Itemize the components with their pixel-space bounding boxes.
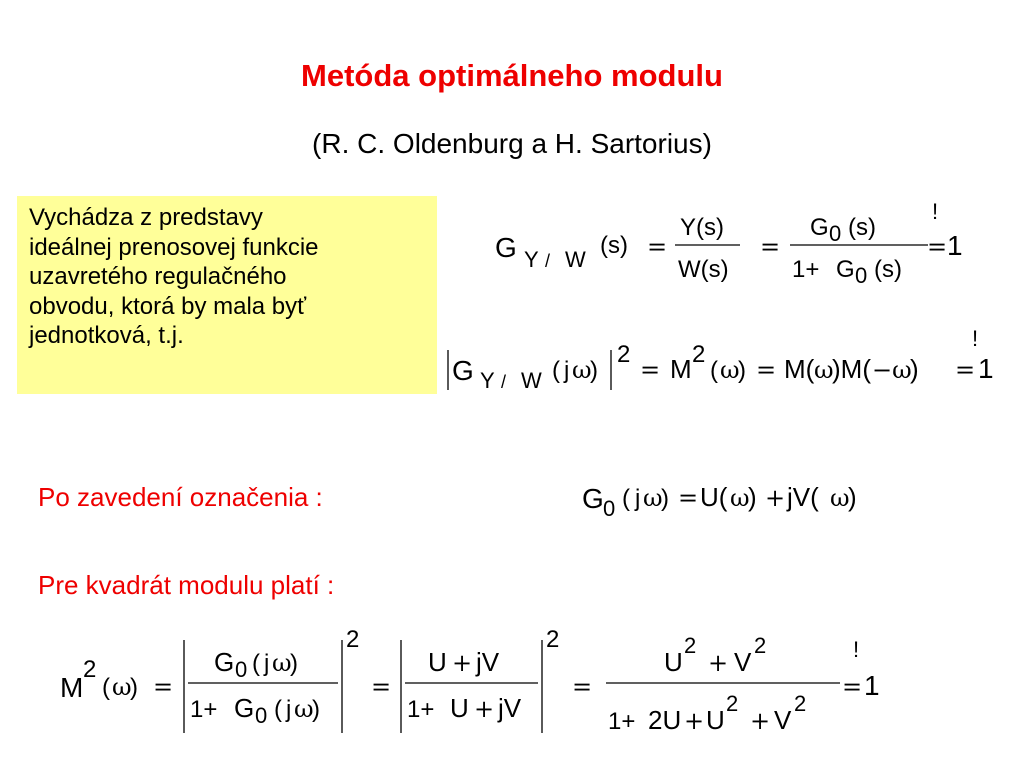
svg-text:+: +: [452, 649, 473, 677]
svg-text:2: 2: [83, 656, 97, 683]
svg-text:): ): [130, 674, 138, 701]
svg-text:): ): [910, 354, 919, 384]
svg-text:+: +: [684, 707, 705, 735]
formula-modulus-expansion: [58, 625, 918, 760]
svg-text:=: =: [756, 356, 777, 384]
svg-text:ω: ω: [830, 484, 850, 512]
svg-text:): ): [590, 357, 598, 384]
svg-text:2: 2: [546, 626, 560, 653]
svg-text:=: =: [572, 673, 593, 701]
svg-text:G: G: [214, 647, 235, 677]
svg-text:2: 2: [726, 691, 739, 716]
svg-text:G: G: [495, 232, 517, 263]
svg-text:(: (: [552, 357, 560, 384]
svg-text:Y: Y: [524, 247, 539, 272]
note-line: uzavretého regulačného: [29, 263, 287, 290]
svg-text:)M(: )M(: [832, 354, 871, 384]
note-line: ideálnej prenosovej funkcie: [29, 233, 319, 261]
svg-text:G: G: [234, 693, 255, 723]
svg-text:!: !: [932, 199, 939, 224]
svg-text:W(s): W(s): [678, 256, 729, 283]
svg-text:M(: M(: [784, 354, 815, 384]
svg-text:j: j: [635, 485, 641, 512]
svg-text:1+: 1+: [792, 256, 820, 283]
svg-text:1+: 1+: [190, 696, 218, 723]
svg-text:M: M: [60, 672, 84, 703]
svg-text:ω: ω: [720, 356, 740, 384]
svg-text:(s): (s): [600, 232, 628, 259]
svg-text:(: (: [102, 674, 110, 701]
svg-text:2: 2: [684, 633, 697, 658]
svg-text:V: V: [734, 647, 752, 677]
svg-text:=: =: [955, 356, 976, 384]
formula-transfer-function: [490, 195, 980, 310]
formula-squared-modulus: [440, 318, 1010, 403]
svg-text:ω: ω: [730, 484, 750, 512]
note-line: Vychádza z predstavy: [29, 204, 263, 231]
svg-text:): ): [738, 357, 746, 384]
svg-text:(: (: [622, 485, 630, 512]
svg-text:(s): (s): [848, 214, 876, 241]
note-line: jednotková, t.j.: [29, 322, 184, 349]
svg-text:): ): [661, 485, 669, 512]
svg-text:): ): [848, 482, 857, 512]
svg-text:0: 0: [855, 263, 868, 288]
svg-text:=: =: [647, 233, 668, 261]
label-introduction: Po zavedení označenia :: [38, 482, 323, 512]
note-box: [17, 196, 437, 394]
svg-text:ω: ω: [294, 695, 314, 723]
svg-text:G: G: [582, 483, 604, 514]
svg-text:jV: jV: [498, 693, 522, 723]
svg-text:Y: Y: [480, 368, 495, 393]
svg-text:1: 1: [978, 353, 994, 384]
svg-text:=: =: [842, 673, 863, 701]
svg-text:W: W: [521, 368, 542, 393]
svg-text:V: V: [774, 705, 792, 735]
svg-text:jV(: jV(: [787, 482, 819, 512]
svg-text:2: 2: [617, 341, 631, 368]
svg-text:!: !: [972, 326, 979, 351]
svg-text:+: +: [474, 695, 495, 723]
svg-text:U: U: [450, 693, 469, 723]
svg-text:1: 1: [864, 670, 880, 701]
svg-text:1: 1: [947, 230, 963, 261]
svg-text:=: =: [153, 673, 174, 701]
svg-text:−ω: −ω: [872, 356, 912, 384]
svg-text:Y(s): Y(s): [680, 214, 724, 241]
svg-text:=: =: [760, 233, 781, 261]
svg-text:ω: ω: [814, 356, 834, 384]
svg-text:/: /: [501, 372, 507, 392]
svg-text:ω: ω: [643, 484, 663, 512]
svg-text:1+: 1+: [407, 696, 435, 723]
svg-text:(: (: [274, 696, 282, 723]
svg-text:0: 0: [255, 703, 268, 728]
svg-text:=: =: [678, 484, 699, 512]
svg-text:j: j: [564, 357, 570, 384]
svg-text:(s): (s): [874, 256, 902, 283]
svg-text:U(: U(: [700, 482, 728, 512]
page-subtitle: (R. C. Oldenburg a H. Sartorius): [312, 128, 712, 159]
page-title: Metóda optimálneho modulu: [301, 58, 723, 93]
svg-text:2: 2: [692, 341, 706, 368]
svg-text:+: +: [765, 484, 786, 512]
svg-text:2: 2: [754, 633, 767, 658]
svg-text:jV: jV: [476, 647, 500, 677]
svg-text:0: 0: [603, 496, 616, 521]
svg-text:j: j: [264, 650, 270, 677]
svg-text:): ): [748, 482, 757, 512]
svg-text:=: =: [371, 673, 392, 701]
svg-text:2U: 2U: [648, 705, 682, 735]
svg-text:/: /: [545, 251, 551, 271]
svg-text:W: W: [565, 247, 586, 272]
svg-text:U: U: [706, 705, 725, 735]
svg-text:!: !: [853, 637, 860, 662]
svg-text:): ): [312, 696, 320, 723]
svg-text:2: 2: [794, 691, 807, 716]
svg-text:(: (: [252, 650, 260, 677]
svg-text:): ): [290, 650, 298, 677]
svg-text:j: j: [286, 696, 292, 723]
svg-text:U: U: [428, 647, 447, 677]
svg-text:G: G: [810, 214, 829, 241]
note-line: obvodu, ktorá by mala byť: [29, 292, 307, 320]
formula-frequency-response: [580, 470, 920, 535]
svg-text:=: =: [640, 356, 661, 384]
svg-text:+: +: [708, 649, 729, 677]
label-square: Pre kvadrát modulu platí :: [38, 570, 335, 600]
svg-text:ω: ω: [272, 649, 292, 677]
svg-text:(: (: [710, 357, 718, 384]
svg-text:ω: ω: [572, 356, 592, 384]
svg-text:2: 2: [346, 626, 360, 653]
svg-text:1+: 1+: [608, 708, 636, 735]
svg-text:=: =: [927, 233, 948, 261]
svg-text:G: G: [452, 355, 474, 386]
svg-text:0: 0: [829, 221, 842, 246]
svg-text:U: U: [664, 647, 683, 677]
svg-text:+: +: [750, 707, 771, 735]
svg-text:0: 0: [235, 657, 248, 682]
svg-text:ω: ω: [112, 673, 132, 701]
svg-text:G: G: [836, 256, 855, 283]
svg-text:M: M: [670, 354, 692, 384]
